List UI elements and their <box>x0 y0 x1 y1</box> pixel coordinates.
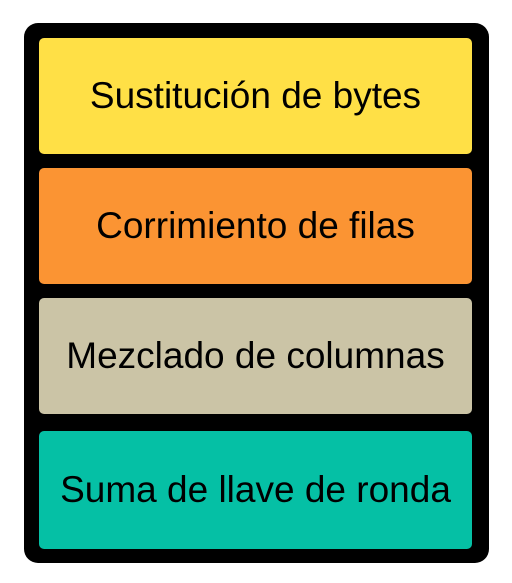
step-mix-columns <box>39 298 472 414</box>
step-add-round-key-label: Suma de llave de ronda <box>60 469 451 510</box>
round-steps-stack <box>24 23 489 563</box>
step-sub-bytes-label: Sustitución de bytes <box>89 75 422 116</box>
step-shift-rows <box>39 168 472 284</box>
step-mix-columns-label: Mezclado de columnas <box>66 335 445 376</box>
step-shift-rows-label: Corrimiento de filas <box>96 205 415 246</box>
step-add-round-key <box>39 431 472 549</box>
step-sub-bytes <box>39 38 472 154</box>
